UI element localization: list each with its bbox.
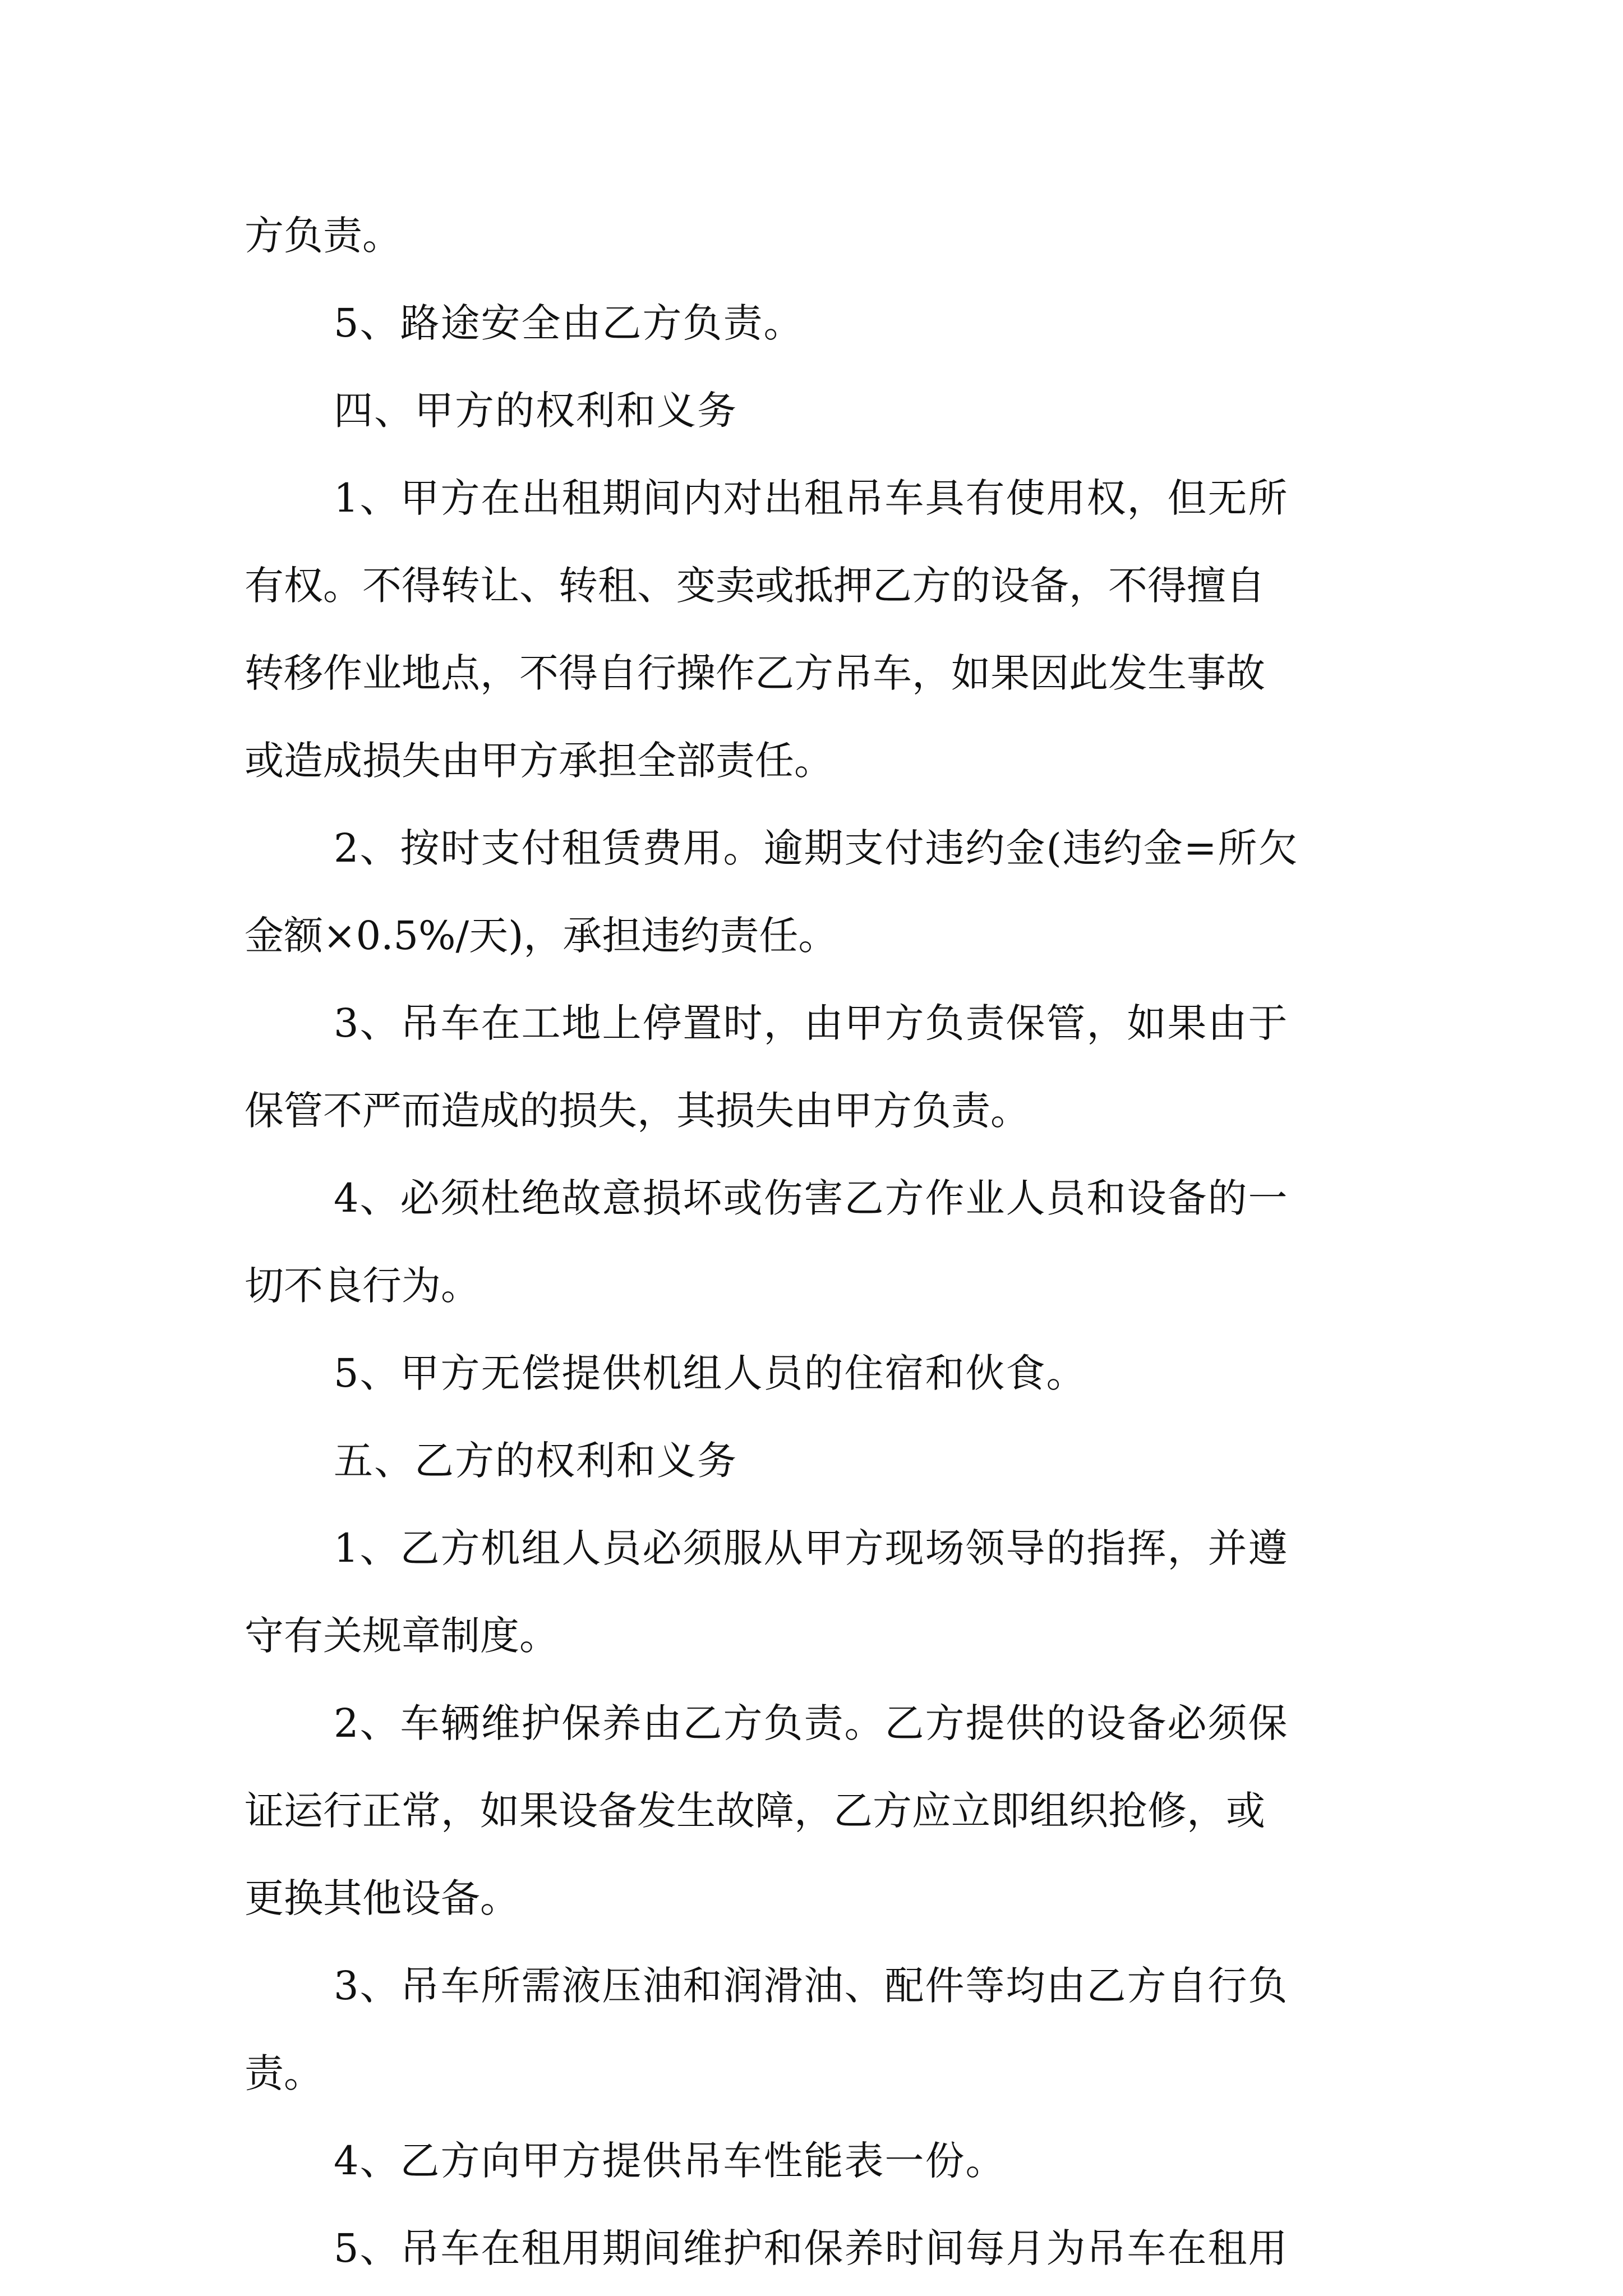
text-line-content: 四、甲方的权利和义务 [334, 388, 737, 434]
text-line-content: 2、车辆维护保养由乙方负责。乙方提供的设备必须保 [334, 1700, 1289, 1746]
text-line [245, 1608, 1623, 1664]
text-line-content: 守有关规章制度。 [245, 1613, 559, 1659]
text-line-content: 2、按时支付租赁费用。逾期支付违约金(违约金=所欠 [334, 825, 1299, 871]
text-line [245, 1083, 1623, 1139]
text-line [334, 820, 1623, 876]
text-line-content: 金额×0.5%/天)，承担违约责任。 [245, 913, 838, 959]
text-line [245, 558, 1623, 614]
text-line-content: 更换其他设备。 [245, 1875, 519, 1921]
text-line [245, 733, 1623, 789]
text-line [245, 1258, 1623, 1314]
text-line [245, 1783, 1623, 1839]
text-line [334, 1520, 1623, 1576]
text-line-content: 3、吊车在工地上停置时，由甲方负责保管，如果由于 [334, 1000, 1289, 1046]
text-line [245, 2045, 1623, 2101]
section-heading [334, 383, 1623, 439]
text-line-content: 1、乙方机组人员必须服从甲方现场领导的指挥，并遵 [334, 1525, 1289, 1571]
text-line [334, 1958, 1623, 2014]
text-line [334, 1345, 1623, 1401]
text-line [334, 995, 1623, 1051]
text-line [334, 2133, 1623, 2189]
text-line [334, 1170, 1623, 1226]
text-line-content: 有权。不得转让、转租、变卖或抵押乙方的设备，不得擅自 [245, 563, 1265, 609]
text-line [245, 645, 1623, 701]
text-line-content: 5、路途安全由乙方负责。 [334, 300, 804, 346]
text-line [334, 1695, 1623, 1751]
text-line-content: 3、吊车所需液压油和润滑油、配件等均由乙方自行负 [334, 1963, 1289, 2009]
text-line-content: 方负责。 [245, 213, 402, 259]
text-line [334, 470, 1623, 526]
text-line-content: 五、乙方的权利和义务 [334, 1438, 737, 1484]
text-line [245, 908, 1623, 964]
text-line-content: 4、乙方向甲方提供吊车性能表一份。 [334, 2138, 1006, 2184]
section-heading [334, 1433, 1623, 1489]
text-line-content: 4、必须杜绝故意损坏或伤害乙方作业人员和设备的一 [334, 1175, 1289, 1221]
text-line-content: 转移作业地点，不得自行操作乙方吊车，如果因此发生事故 [245, 650, 1265, 696]
text-line-content: 5、吊车在租用期间维护和保养时间每月为吊车在租用 [334, 2225, 1289, 2271]
text-line [334, 295, 1623, 351]
text-line [334, 2220, 1623, 2276]
text-line [245, 1870, 1623, 1926]
text-line-content: 5、甲方无偿提供机组人员的住宿和伙食。 [334, 1350, 1087, 1396]
text-line [245, 208, 1623, 264]
text-line-content: 切不良行为。 [245, 1263, 480, 1309]
text-line-content: 或造成损失由甲方承担全部责任。 [245, 738, 833, 784]
text-line-content: 责。 [245, 2050, 323, 2096]
text-line-content: 1、甲方在出租期间内对出租吊车具有使用权，但无所 [334, 475, 1289, 521]
text-line-content: 证运行正常，如果设备发生故障，乙方应立即组织抢修，或 [245, 1788, 1265, 1834]
text-line-content: 保管不严而造成的损失，其损失由甲方负责。 [245, 1088, 1030, 1134]
